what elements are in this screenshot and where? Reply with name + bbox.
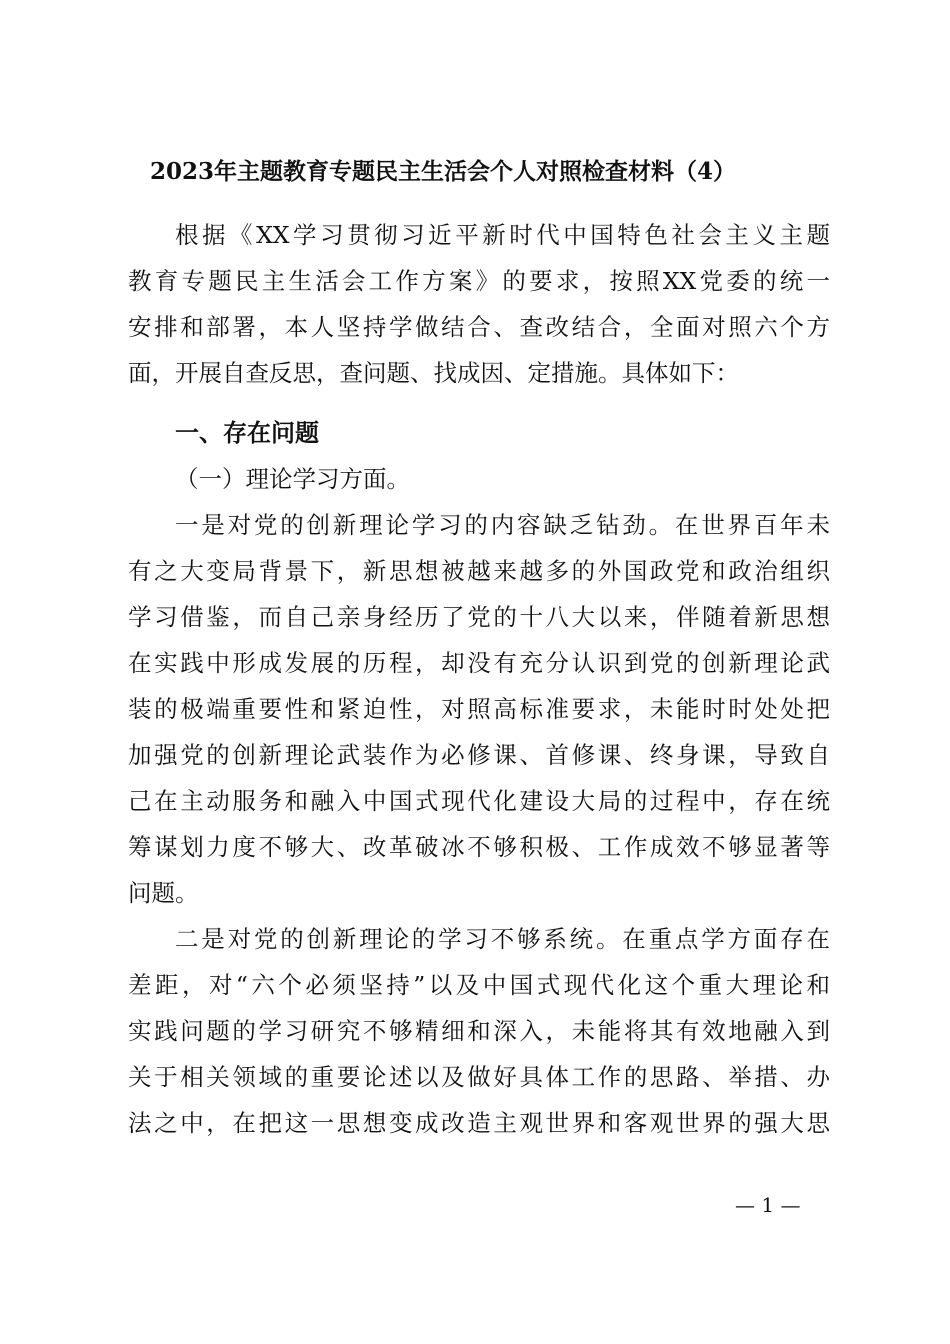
paragraph-line: 实践问题的学习研究不够精细和深入，未能将其有效地融入到 <box>128 1017 830 1045</box>
intro-line: 安排和部署，本人坚持学做结合、查改结合，全面对照六个方 <box>128 313 830 341</box>
paragraph-line: 装的极端重要性和紧迫性，对照高标准要求，未能时时处处把 <box>128 695 830 723</box>
paragraph-line: 学习借鉴，而自己亲身经历了党的十八大以来，伴随着新思想 <box>128 603 830 631</box>
intro-paragraph <box>128 212 830 396</box>
paragraph-line: 有之大变局背景下，新思想被越来越多的外国政党和政治组织 <box>128 557 830 585</box>
paragraph-line: 问题。 <box>128 879 199 907</box>
paragraph-line: 己在主动服务和融入中国式现代化建设大局的过程中，存在统 <box>128 787 830 815</box>
intro-line: 根据《XX学习贯彻习近平新时代中国特色社会主义主题 <box>175 221 830 249</box>
intro-line: 教育专题民主生活会工作方案》的要求，按照XX党委的统一 <box>128 267 830 295</box>
paragraph-line: 法之中，在把这一思想变成改造主观世界和客观世界的强大思 <box>128 1109 830 1137</box>
paragraph-line: 二是对党的创新理论的学习不够系统。在重点学方面存在 <box>175 925 830 953</box>
paragraph-line: 差距，对“六个必须坚持”以及中国式现代化这个重大理论和 <box>128 971 830 999</box>
paragraph-line: 关于相关领域的重要论述以及做好具体工作的思路、举措、办 <box>128 1063 830 1091</box>
page-number: — 1 — <box>735 1193 801 1217</box>
paragraph-line: 筹谋划力度不够大、改革破冰不够积极、工作成效不够显著等 <box>128 833 830 861</box>
section-heading-problems: 一、存在问题 <box>175 418 319 447</box>
document-title: 2023年主题教育专题民主生活会个人对照检查材料（4） <box>150 158 737 185</box>
paragraph-one <box>128 502 830 916</box>
paragraph-two <box>128 916 830 1146</box>
paragraph-line: 一是对党的创新理论学习的内容缺乏钻劲。在世界百年未 <box>175 511 830 539</box>
paragraph-line: 加强党的创新理论武装作为必修课、首修课、终身课，导致自 <box>128 741 830 769</box>
intro-line: 面，开展自查反思，查问题、找成因、定措施。具体如下： <box>128 359 739 387</box>
subsection-heading-theory-study: （一）理论学习方面。 <box>175 465 410 493</box>
paragraph-line: 在实践中形成发展的历程，却没有充分认识到党的创新理论武 <box>128 649 830 677</box>
